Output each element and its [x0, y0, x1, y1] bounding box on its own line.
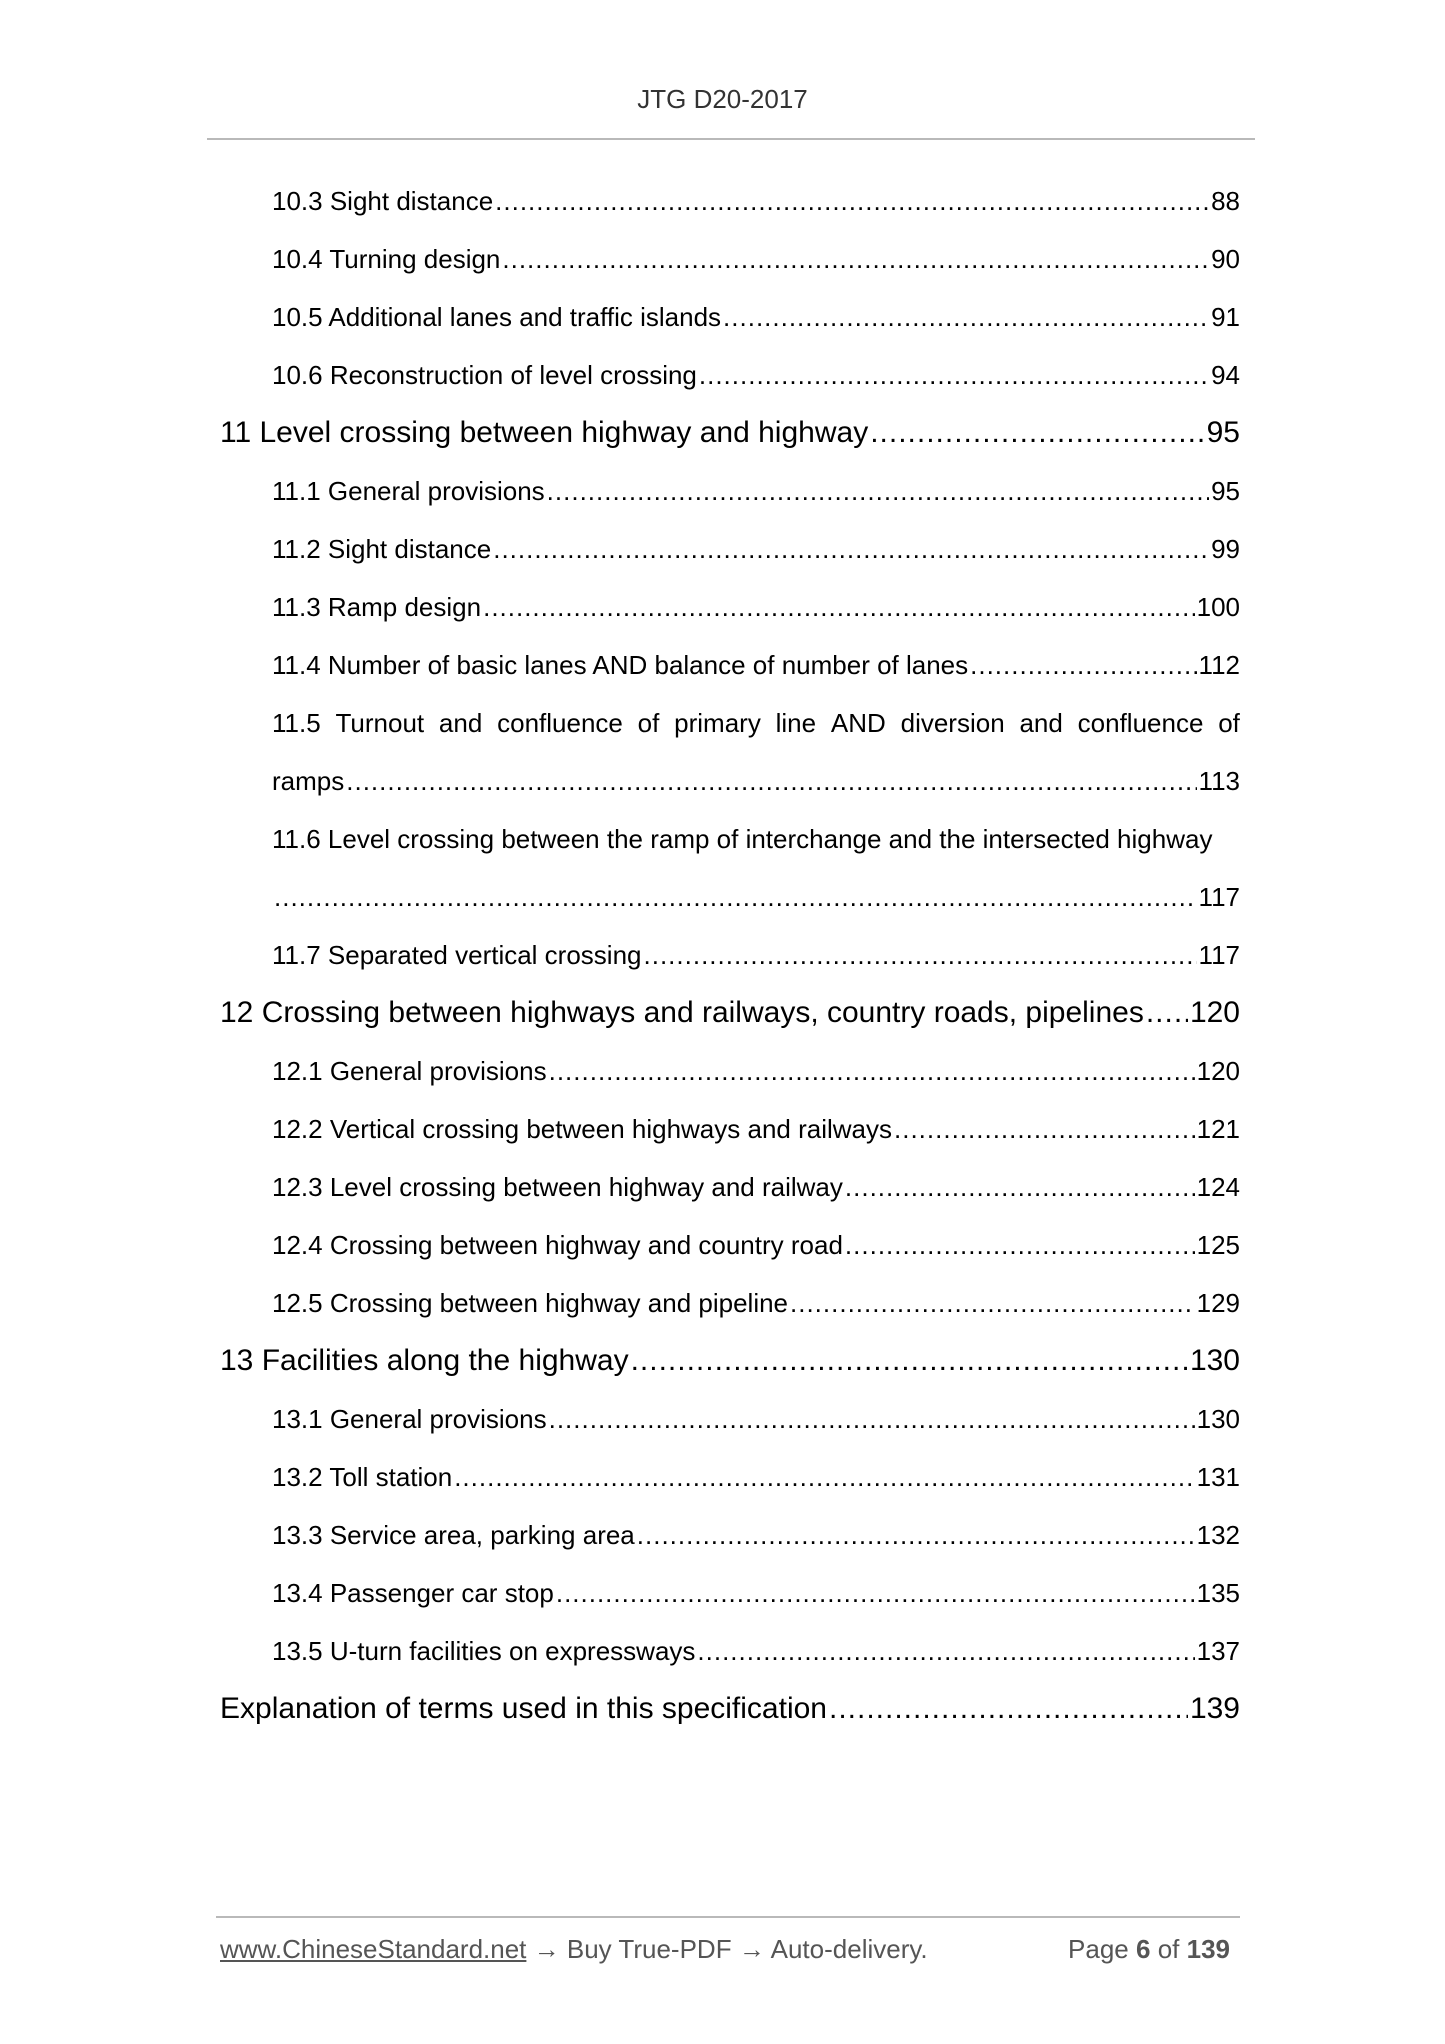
toc-entry-page: 121: [1196, 1114, 1240, 1144]
toc-entry[interactable]: [272, 466, 1240, 524]
toc-entry-title: 13 Facilities along the highway: [220, 1344, 629, 1377]
toc-entry-page: 95: [1206, 416, 1240, 449]
dot-leader: [637, 1510, 1195, 1560]
toc-entry-title: 13.5 U-turn facilities on expressways: [272, 1636, 696, 1666]
arrow-right-icon: →: [738, 1934, 765, 1964]
toc-entry-title: 11.1 General provisions: [272, 476, 545, 506]
dot-leader: [549, 1046, 1195, 1096]
table-of-contents: [220, 176, 1240, 1742]
page-label: Page: [1068, 1934, 1129, 1964]
toc-entry-page: 125: [1196, 1230, 1240, 1260]
dot-leader: [631, 1336, 1188, 1386]
website-link[interactable]: www.ChineseStandard.net: [220, 1934, 527, 1964]
toc-entry-title: 10.6 Reconstruction of level crossing: [272, 360, 697, 390]
header-divider: [207, 138, 1255, 140]
dot-leader: [454, 1452, 1194, 1502]
toc-word: confluence: [497, 708, 623, 738]
toc-chapter-entry[interactable]: [220, 1684, 1240, 1742]
dot-leader: [495, 176, 1209, 226]
toc-entry-page: 120: [1189, 996, 1240, 1029]
toc-entry-page: 131: [1196, 1462, 1240, 1492]
toc-entry-title: 12 Crossing between highways and railways, country roads, pipelines: [220, 996, 1144, 1029]
toc-word: 11.5: [272, 708, 321, 738]
toc-entry[interactable]: [272, 1278, 1240, 1336]
toc-entry-page: 132: [1196, 1520, 1240, 1550]
toc-entry[interactable]: [272, 1394, 1240, 1452]
toc-entry-title: 10.5 Additional lanes and traffic islands: [272, 302, 722, 332]
toc-entry[interactable]: [272, 350, 1240, 408]
toc-entry-title: 13.2 Toll station: [272, 1462, 453, 1492]
toc-word: primary: [674, 708, 761, 738]
dot-leader: [870, 408, 1204, 458]
toc-word: AND: [830, 708, 886, 738]
dot-leader: [970, 640, 1196, 690]
dot-leader: [346, 756, 1196, 806]
total-page-number: 139: [1186, 1934, 1230, 1964]
dot-leader: [493, 524, 1209, 574]
toc-entry-title: 10.4 Turning design: [272, 244, 501, 274]
toc-entry[interactable]: [272, 1046, 1240, 1104]
toc-entry-title: 11.4 Number of basic lanes AND balance of number of lanes: [272, 650, 969, 680]
toc-entry-title: 11.7 Separated vertical crossing: [272, 940, 642, 970]
toc-entry-page: 91: [1211, 302, 1240, 332]
toc-entry-page: 99: [1211, 534, 1240, 564]
toc-entry-page: 90: [1211, 244, 1240, 274]
toc-entry-page: 124: [1196, 1172, 1240, 1202]
document-id-header: JTG D20-2017: [637, 84, 808, 114]
toc-entry[interactable]: [272, 1626, 1240, 1684]
dot-leader: [556, 1568, 1195, 1618]
toc-entry-title: 12.2 Vertical crossing between highways and railways: [272, 1114, 893, 1144]
toc-word: line: [775, 708, 817, 738]
toc-entry-wrapped-line[interactable]: [272, 698, 1240, 756]
dot-leader: [549, 1394, 1195, 1444]
toc-entry-page: 137: [1196, 1636, 1240, 1666]
toc-word: and: [1019, 708, 1063, 738]
toc-entry-title: 11.2 Sight distance: [272, 534, 492, 564]
toc-entry[interactable]: [272, 640, 1240, 698]
toc-entry-page: 112: [1198, 650, 1240, 680]
footer-promo: [220, 1934, 928, 1965]
toc-entry-page: 113: [1198, 766, 1240, 796]
toc-entry[interactable]: [272, 1220, 1240, 1278]
arrow-right-icon: →: [533, 1934, 560, 1964]
dot-leader: [845, 1220, 1195, 1270]
dot-leader: [502, 234, 1209, 284]
footer-divider: [216, 1916, 1240, 1918]
toc-entry-title: 11.3 Ramp design: [272, 592, 482, 622]
buy-true-pdf-text: Buy True-PDF: [566, 1934, 732, 1964]
toc-entry-page: 88: [1211, 186, 1240, 216]
toc-entry[interactable]: [272, 1162, 1240, 1220]
dot-leader: [699, 350, 1209, 400]
dot-leader: [547, 466, 1209, 516]
dot-leader: [723, 292, 1209, 342]
toc-entry[interactable]: [272, 176, 1240, 234]
toc-entry-page: 129: [1196, 1288, 1240, 1318]
toc-entry[interactable]: [272, 1510, 1240, 1568]
toc-entry-title: 11 Level crossing between highway and highway: [220, 416, 869, 449]
toc-entry-page: 130: [1196, 1404, 1240, 1434]
toc-entry-title: Explanation of terms used in this specification: [220, 1692, 827, 1725]
toc-entry-title: 12.3 Level crossing between highway and railway: [272, 1172, 843, 1202]
toc-entry-wrapped-line[interactable]: [272, 814, 1240, 872]
toc-entry-title: ramps: [272, 766, 345, 796]
toc-entry[interactable]: [272, 292, 1240, 350]
toc-entry[interactable]: [272, 582, 1240, 640]
toc-entry-title: 11.6 Level crossing between the ramp of interchange and the intersected highway: [272, 824, 1213, 854]
toc-entry[interactable]: [272, 1568, 1240, 1626]
toc-entry[interactable]: [272, 524, 1240, 582]
of-label: of: [1157, 1934, 1180, 1964]
dot-leader: [1146, 988, 1188, 1038]
dot-leader: [790, 1278, 1195, 1328]
page-indicator: [1068, 1934, 1230, 1965]
toc-word: of: [637, 708, 660, 738]
footer: [220, 1934, 1240, 1965]
toc-entry-page: 139: [1189, 1692, 1240, 1725]
toc-entry[interactable]: [272, 930, 1240, 988]
toc-entry-page: 100: [1196, 592, 1240, 622]
toc-entry-page: 117: [1198, 882, 1240, 912]
toc-entry-page: 117: [1198, 940, 1240, 970]
toc-entry-title: 12.5 Crossing between highway and pipeline: [272, 1288, 789, 1318]
toc-entry-page: 130: [1189, 1344, 1240, 1377]
toc-entry-title: 12.4 Crossing between highway and country road: [272, 1230, 843, 1260]
dot-leader: [845, 1162, 1195, 1212]
toc-chapter-entry[interactable]: [220, 408, 1240, 466]
toc-word: Turnout: [335, 708, 425, 738]
toc-entry-continuation[interactable]: [272, 756, 1240, 814]
toc-word: diversion: [900, 708, 1005, 738]
toc-entry[interactable]: [272, 1104, 1240, 1162]
toc-entry-title: 12.1 General provisions: [272, 1056, 547, 1086]
toc-entry-title: 13.4 Passenger car stop: [272, 1578, 554, 1608]
toc-entry-title: 13.3 Service area, parking area: [272, 1520, 635, 1550]
dot-leader: [829, 1684, 1188, 1734]
toc-entry[interactable]: [272, 234, 1240, 292]
toc-entry-page: 135: [1196, 1578, 1240, 1608]
toc-entry-title: 13.1 General provisions: [272, 1404, 547, 1434]
dot-leader: [644, 930, 1197, 980]
dot-leader: [697, 1626, 1194, 1676]
toc-entry-continuation[interactable]: [272, 872, 1240, 930]
toc-chapter-entry[interactable]: [220, 1336, 1240, 1394]
toc-entry-page: 120: [1196, 1056, 1240, 1086]
toc-chapter-entry[interactable]: [220, 988, 1240, 1046]
toc-entry-title: 10.3 Sight distance: [272, 186, 494, 216]
toc-word: of: [1218, 708, 1240, 738]
dot-leader: [894, 1104, 1195, 1154]
current-page-number: 6: [1135, 1934, 1151, 1964]
auto-delivery-text: Auto-delivery.: [770, 1934, 928, 1964]
toc-word: and: [438, 708, 483, 738]
dot-leader: [483, 582, 1195, 632]
toc-entry-page: 95: [1211, 476, 1240, 506]
toc-entry[interactable]: [272, 1452, 1240, 1510]
toc-entry-page: 94: [1211, 360, 1240, 390]
toc-word: confluence: [1077, 708, 1204, 738]
dot-leader: [274, 872, 1197, 922]
